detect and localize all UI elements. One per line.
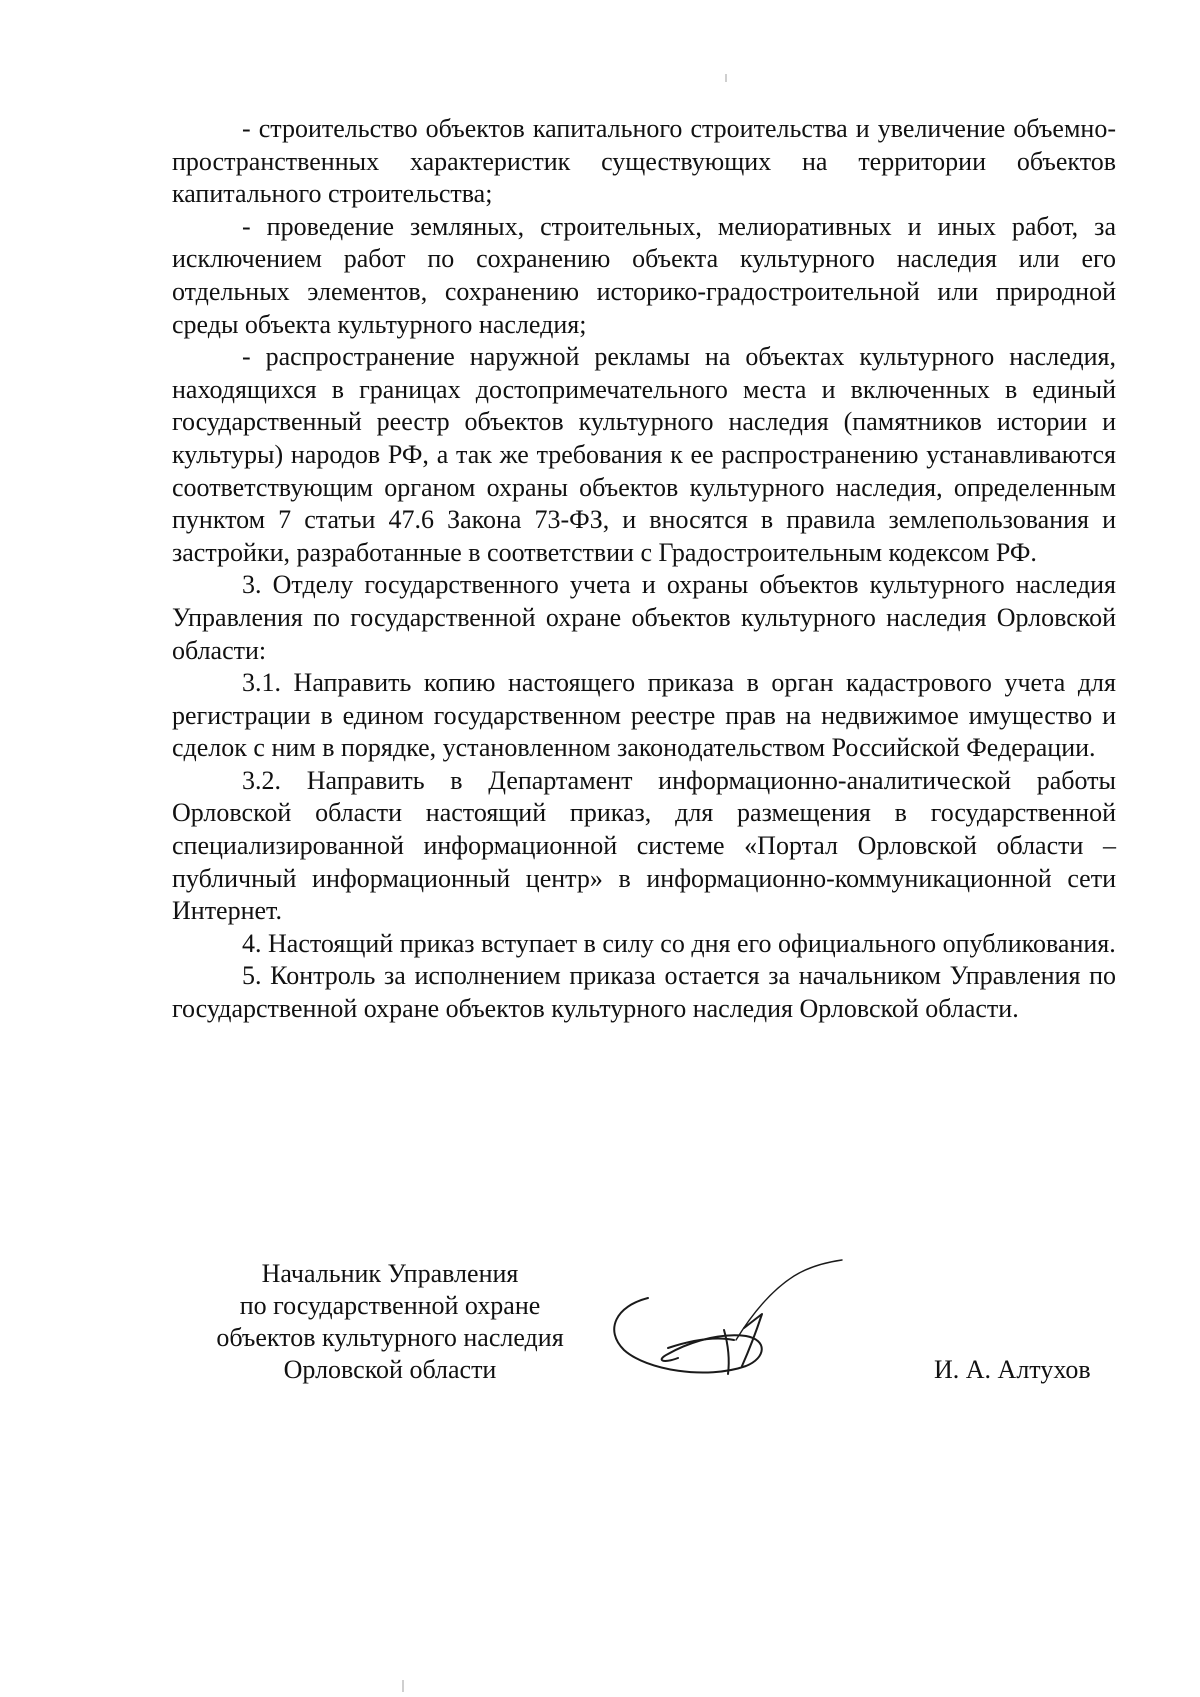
signatory-name: И. А. Алтухов bbox=[934, 1355, 1091, 1384]
signatory-title bbox=[160, 1258, 620, 1386]
paragraph-item-4: 4. Настоящий приказ вступает в силу со дня его официального опубликования. bbox=[242, 928, 1116, 958]
paragraph-item-3-1: 3.1. Направить копию настоящего приказа в орган кадастрового учета для регистрации в едином государственном реестре прав на недвижимое имущество и сделок с ним в порядке, установленном законодательством Российской Федерации. bbox=[172, 668, 1116, 763]
handwritten-signature bbox=[596, 1248, 856, 1398]
paragraph-construction: - строительство объектов капитального строительства и увеличение объемно-пространственных характеристик существующих на территории объектов капитального строительства; bbox=[172, 114, 1116, 209]
paragraph-advertising: - распространение наружной рекламы на объектах культурного наследия, находящихся в границах достопримечательного места и включенных в единый государственный реестр объектов культурного наследия (памятников истории и культуры) народов РФ, а так же требования к ее распространению устанавливаются соответствующим органом охраны объектов культурного наследия, определенным пунктом 7 статьи 47.6 Закона 73-ФЗ, и вносятся в правила землепользования и застройки, разработанные в соответствии с Градостроительным кодексом РФ. bbox=[172, 342, 1116, 567]
paragraph-item-3: 3. Отделу государственного учета и охраны объектов культурного наследия Управления по государственной охране объектов культурного наследия Орловской области: bbox=[172, 570, 1116, 665]
paragraph-item-3-2: 3.2. Направить в Департамент информационно-аналитической работы Орловской области настоящий приказ, для размещения в государственной специализированной информационной системе «Портал Орловской области – публичный информационный центр» в информационно-коммуникационной сети Интернет. bbox=[172, 765, 1116, 926]
signatory-title-line: Орловской области bbox=[283, 1355, 497, 1384]
scan-mark-top bbox=[725, 74, 727, 82]
document-body bbox=[172, 113, 1116, 1026]
paragraph-earthworks: - проведение земляных, строительных, мелиоративных и иных работ, за исключением работ по сохранению объекта культурного наследия или его отдельных элементов, сохранению историко-градостроительной или природной среды объекта культурного наследия; bbox=[172, 211, 1116, 339]
signatory-title-line: объектов культурного наследия bbox=[216, 1323, 564, 1352]
signatory-title-line: Начальник Управления bbox=[261, 1259, 519, 1288]
signatory-title-line: по государственной охране bbox=[239, 1291, 541, 1320]
paragraph-item-5: 5. Контроль за исполнением приказа остается за начальником Управления по государственной охране объектов культурного наследия Орловской области. bbox=[172, 961, 1116, 1024]
scan-mark-bottom bbox=[402, 1680, 404, 1692]
